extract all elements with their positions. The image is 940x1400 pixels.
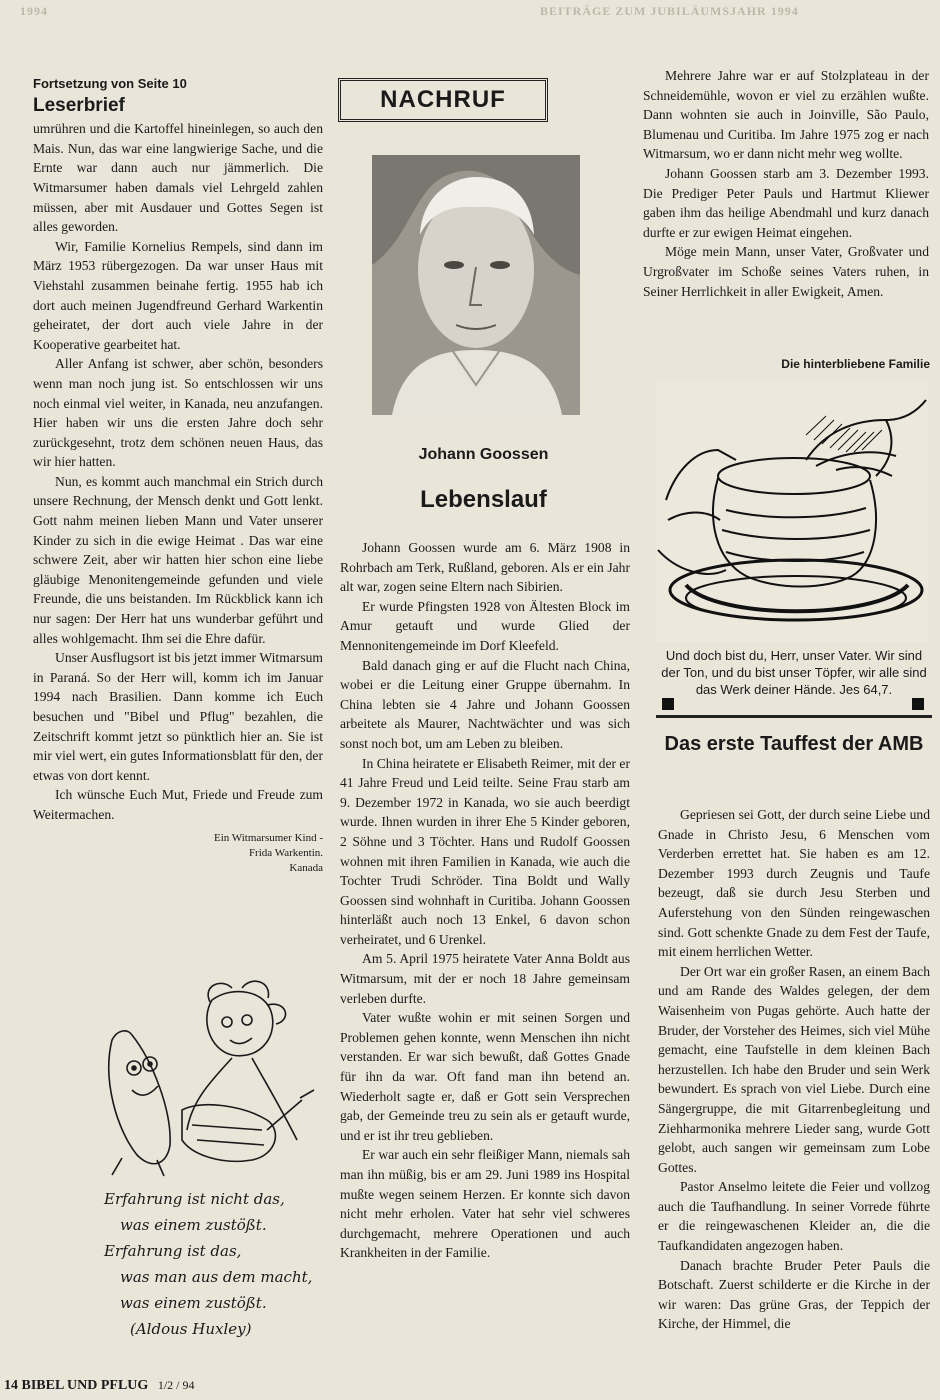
lebenslauf-paragraph: Am 5. April 1975 heiratete Vater Anna Boldt aus Witmarsum, mit der er noch 18 Jahre gemeinsam verleben durfte. bbox=[340, 951, 630, 1006]
signature-line: Frida Warkentin. bbox=[248, 846, 323, 859]
header-year: 1994 bbox=[20, 4, 48, 18]
potter-illustration bbox=[656, 380, 928, 642]
quote-author: (Aldous Huxley) bbox=[130, 1320, 252, 1338]
letter-paragraph: umrühren und die Kartoffel hineinlegen, so auch den Mais. Nun, das war eine langwierige Sache, und die Ernte war dann auch nur jämmerlich. Die Witmarsumer haben damals viel Lehrgeld zahlen müssen, aber mit Ausdauer und Gottes Segen ist alles geworden. bbox=[33, 121, 323, 235]
letter-signature bbox=[33, 831, 323, 876]
portrait-photo bbox=[372, 155, 580, 415]
letter-paragraph: Aller Anfang ist schwer, aber schön, besonders wenn man noch jung ist. So entschlossen wir uns noch einmal viel weiter, in Kanada, neu anzufangen. Hier haben wir uns die ersten Jahre doch sehr zurückgesehnt, trotz dem schönen neuen Haus, das wir hier hatten. bbox=[33, 356, 323, 470]
left-column bbox=[33, 74, 323, 876]
quote-line: Erfahrung ist das, bbox=[104, 1242, 242, 1260]
quote-line: was einem zustößt. bbox=[120, 1294, 267, 1312]
lebenslauf-paragraph: Er war auch ein sehr fleißiger Mann, niemals sah man ihn müßig, bis er am 29. Juni 1989 ins Hospital mußte wegen seinem Herzen. Er konnte sich davon nicht mehr erholen. Vater hat sehr viel schweres durchgemacht, mehrere Operationen und auch Krankheiten in der Familie. bbox=[340, 1147, 630, 1261]
letter-heading: Leserbrief bbox=[33, 94, 125, 116]
letter-paragraph: Ich wünsche Euch Mut, Friede und Freude zum Weitermachen. bbox=[33, 787, 323, 822]
lebenslauf-heading: Lebenslauf bbox=[420, 486, 547, 513]
lebenslauf-paragraph: Johann Goossen wurde am 6. März 1908 in Rohrbach am Terk, Rußland, geboren. Als er ein Jahr alt war, zogen seine Eltern nach Sibirien. bbox=[340, 540, 630, 595]
lebenslauf-paragraph: Er wurde Pfingsten 1928 von Ältesten Block im Amur getauft und wurde Glied der Mennonitengemeinde im Dorf Kleefeld. bbox=[340, 598, 630, 653]
lebenslauf-paragraph: Bald danach ging er auf die Flucht nach China, wobei er die Leitung einer Gruppe übernahm. In China lebten sie 4 Jahre und Johann Goossen arbeitete als Maurer, Nachtwächter und was sich sonst noch bot, um am Leben zu bleiben. bbox=[340, 657, 630, 751]
running-header bbox=[0, 0, 940, 22]
huxley-quote bbox=[80, 1186, 340, 1342]
middle-column-head bbox=[336, 66, 631, 122]
nachruf-title: NACHRUF bbox=[338, 78, 548, 122]
nachruf-paragraph: Johann Goossen starb am 3. Dezember 1993. Die Prediger Peter Pauls und Hartmut Kliewer gaben ihm das heilige Abendmahl und kurz danach durfte er zur ewigen Heimat eingehen. bbox=[643, 165, 929, 240]
family-signature: Die hinterbliebene Familie bbox=[781, 357, 930, 371]
letter-paragraph: Nun, es kommt auch manchmal ein Strich durch unsere Rechnung, der Mensch denkt und Gott lenkt. Gott nahm meinen lieben Mann und Vater unserer Kinder zu sich in die ewige Heimat . Das war eine schwere Zeit, aber wir hatten hier schon eine liebe gläubige Menonitengemeinde gefunden und viele Freunde, die uns beistanden. Im Rückblick kann ich nur sagen: Der Herr hat uns wunderbar geführt und alles wohlgemacht. Ihm sei die Ehre dafür. bbox=[33, 473, 323, 646]
page-number: 14 bbox=[4, 1378, 18, 1393]
lebenslauf-paragraph: In China heiratete er Elisabeth Reimer, mit der er 41 Jahre Freud und Leid teilte. Seine Frau starb am 9. Dezember 1972 in Kanada, wo sie auch beerdigt wurde. Ihnen wurden in ihrer Ehe 5 Kinder geboren, 2 Söhne und 3 Töchter. Hans und Rudolf Goossen wohnen mit ihren Familien in Kanada, wie auch die Tochter Trudi Schröder. Tina Boldt und Wally Goossen sind wohnhaft in Curitiba. Johann Goossen hinterläßt auch noch 13 Enkel, 6 davon schon verheiratet, und 6 Urenkel. bbox=[340, 755, 630, 947]
signature-line: Ein Witmarsumer Kind - bbox=[213, 831, 323, 844]
letter-paragraph: Unser Ausflugsort ist bis jetzt immer Witmarsum in Paraná. So der Herr will, komm ich im Januar 1994 nach Brasilien. Dann komme ich Euch besuchen und "Bibel und Pflug" bezahlen, die Zeitschrift kommt jetzt so pünktlich hier an. Sie ist mir viel wert, ein gutes Informationsblatt für den, der etwas von dort kennt. bbox=[33, 650, 323, 783]
nachruf-paragraph: Möge mein Mann, unser Vater, Großvater und Urgroßvater im Schoße seines Vaters ruhen, in Seiner Herrlichkeit in aller Ewigkeit, Amen. bbox=[643, 244, 929, 299]
issue-number: 1/2 / 94 bbox=[157, 1378, 195, 1392]
letter-paragraph: Wir, Familie Kornelius Rempels, sind dann im März 1953 rübergezogen. Da war unser Haus mit Viehstahl zusammen beinahe fertig. 1955 hab ich dort auch meinen Jugendfreund Gerhard Warkentin geheiratet, der dort auch viele Jahre in der Kooperative gearbeitet hat. bbox=[33, 238, 323, 352]
cartoon-illustration bbox=[92, 980, 332, 1180]
deceased-name: Johann Goossen bbox=[418, 446, 549, 463]
right-column bbox=[643, 66, 929, 301]
quote-line: Erfahrung ist nicht das, bbox=[104, 1190, 285, 1208]
section-rule bbox=[656, 715, 932, 718]
continuation-kicker: Fortsetzung von Seite 10 bbox=[33, 76, 187, 91]
tauffest-paragraph: Der Ort war ein großer Rasen, an einem Bach und am Rande des Waldes gelegen, der dem Waisenheim von Pugas gehörte. Auch hatte der Bruder, der Vorsteher des Heimes, sich viel Mühe gemacht, eine Taufstelle in dem kleinen Bach herzustellen. Ich habe den Bruder und sein Werk bewundert. Es sprach von viel Liebe. Durch eine Sängergruppe, die mit Gitarrenbegleitung und Ziehharmonika mehrere Lieder sang, wurde Gott gelobt, auch sangen wir gemeinsam zum Lobe Gottes. bbox=[658, 963, 930, 1175]
ornament-square-right bbox=[912, 698, 924, 710]
ornament-square-left bbox=[662, 698, 674, 710]
lebenslauf-body bbox=[340, 538, 630, 1263]
tauffest-body bbox=[658, 805, 930, 1334]
tauffest-paragraph: Pastor Anselmo leitete die Feier und vollzog auch die Taufhandlung. In seiner Vorrede führte er die reingewaschenen Kleider an, die die Taufkandidaten angezogen haben. bbox=[658, 1179, 930, 1254]
bible-verse: Und doch bist du, Herr, unser Vater. Wir sind der Ton, und du bist unser Töpfer, wir alle sind das Werk deiner Hände. Jes 64,7. bbox=[661, 648, 927, 697]
portrait-image bbox=[372, 155, 580, 415]
page-footer bbox=[4, 1378, 194, 1394]
header-section: BEITRÄGE ZUM JUBILÄUMSJAHR 1994 bbox=[540, 4, 799, 18]
tauffest-paragraph: Danach brachte Bruder Peter Pauls die Botschaft. Zuerst schilderte er die Kirche in der wir waren: Das grüne Gras, der Teppich der Kirche, der Himmel, die bbox=[658, 1257, 930, 1332]
lebenslauf-paragraph: Vater wußte wohin er mit seinen Sorgen und Problemen gehen konnte, wenn Menschen ihn nicht verstanden. Er war sich bewußt, daß Gottes Gnade für ihn da war. Oft fand man ihn betend an. Wiederholt sagte er, daß er Gott sein Versprechen gab, der Gemeinde treu zu sein als er getauft wurde, und er ist ihr treu geblieben. bbox=[340, 1010, 630, 1143]
tauffest-paragraph: Gepriesen sei Gott, der durch seine Liebe und Gnade in Christo Jesu, 6 Menschen vom Verderben errettet hat. Sie haben es am 12. Dezember 1993 durch Zeugnis und Taufe bezeugt, daß sie durch Jesu Sterben und Auferstehung von den Sünden reingewaschen sind. Gott schenkte Gnade zu dem Fest der Taufe, mit einem herrlichen Wetter. bbox=[658, 807, 930, 960]
quote-line: was einem zustößt. bbox=[120, 1216, 267, 1234]
publication-title: BIBEL UND PFLUG bbox=[21, 1378, 149, 1393]
signature-line: Kanada bbox=[289, 861, 323, 874]
tauffest-heading: Das erste Tauffest der AMB bbox=[664, 733, 924, 755]
nachruf-paragraph: Mehrere Jahre war er auf Stolzplateau in der Schneidemühle, wovon er viel zu erzählen wußte. Dann wohnten sie auch in Joinville, São Paulo, Blumenau und Curitiba. Im Jahre 1975 zog er nach Witmarsum, wo er dann nicht mehr weg wollte. bbox=[643, 68, 929, 162]
quote-line: was man aus dem macht, bbox=[120, 1268, 313, 1286]
